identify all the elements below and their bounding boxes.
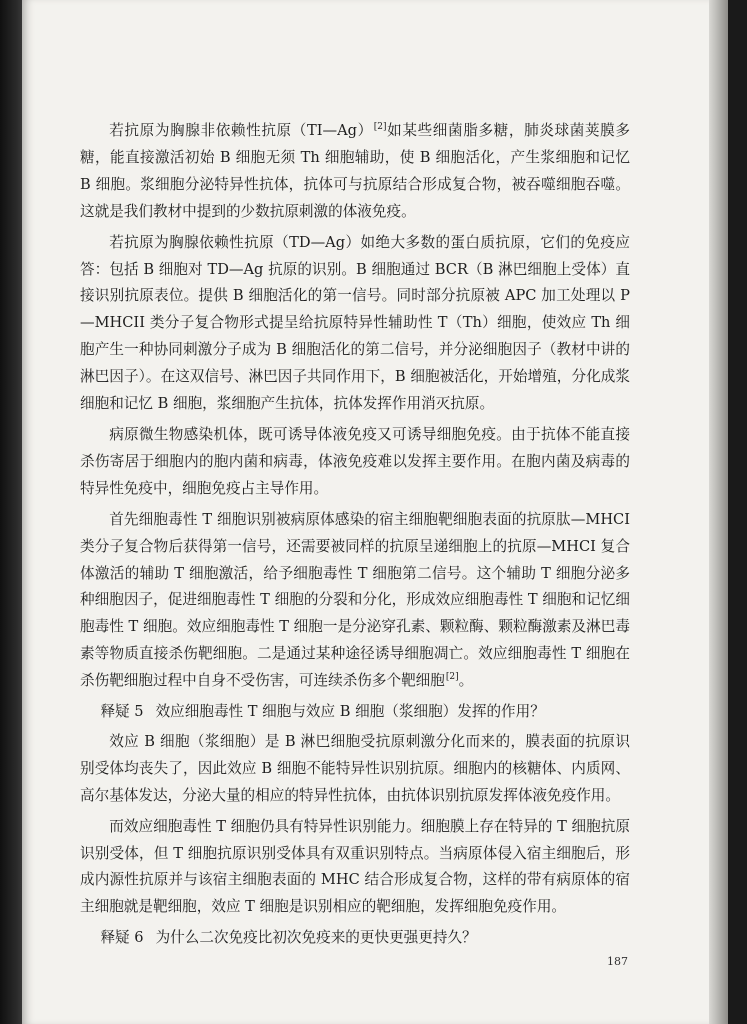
paragraph-5: 效应 B 细胞（浆细胞）是 B 淋巴细胞受抗原刺激分化而来的，膜表面的抗原识别受体均丧失了，因此效应 B 细胞不能特异性识别抗原。细胞内的核糖体、内质网、高尔基体发达，分泌大量的相应的特异性抗体，由抗体识别抗原发挥体液免疫作用。: [80, 732, 630, 804]
paragraph-4: 首先细胞毒性 T 细胞识别被病原体感染的宿主细胞靶细胞表面的抗原肽—MHCI 类分子复合物后获得第一信号，还需要被同样的抗原呈递细胞上的抗原—MHCI 复合体激活的辅助 T 细胞激活，给予细胞毒性 T 细胞第二信号。这个辅助 T 细胞分泌多种细胞因子，促进细胞毒性 T 细胞的分裂和分化，形成效应细胞毒性 T 细胞和记忆细胞毒性 T 细胞。效应细胞毒性 T 细胞一是分泌穿孔素、颗粒酶、颗粒酶激素及淋巴毒素等物质直接杀伤靶细胞。二是通过某种途径诱导细胞凋亡。效应细胞毒性 T 细胞在杀伤靶细胞过程中自身不受伤害，可连续杀伤多个靶细胞[2]。: [80, 510, 630, 690]
paragraph-6: 而效应细胞毒性 T 细胞仍具有特异性识别能力。细胞膜上存在特异的 T 细胞抗原识别受体，但 T 细胞抗原识别受体具有双重识别特点。当病原体侵入宿主细胞后，形成内源性抗原并与该宿主细胞表面的 MHC 结合形成复合物，这样的带有病原体的宿主细胞就是靶细胞，效应 T 细胞是识别相应的靶细胞，发挥细胞免疫作用。: [80, 817, 630, 916]
question-label: 释疑 5: [100, 703, 144, 721]
page-edge-right: [709, 0, 728, 1024]
question-label: 释疑 6: [100, 929, 144, 947]
question-5: [80, 699, 630, 726]
page-number: 187: [607, 955, 628, 968]
paragraph-3: 病原微生物感染机体，既可诱导体液免疫又可诱导细胞免疫。由于抗体不能直接杀伤寄居于细胞内的胞内菌和病毒，体液免疫难以发挥主要作用。在胞内菌及病毒的特异性免疫中，细胞免疫占主导作用。: [80, 425, 630, 497]
paragraph-2: 若抗原为胸腺依赖性抗原（TD—Ag）如绝大多数的蛋白质抗原，它们的免疫应答：包括 B 细胞对 TD—Ag 抗原的识别。B 细胞通过 BCR（B 淋巴细胞上受体）直接识别抗原表位。提供 B 细胞活化的第一信号。同时部分抗原被 APC 加工处理以 P—MHCII 类分子复合物形式提呈给抗原特异性辅助性 T（Th）细胞，使效应 Th 细胞产生一种协同刺激分子成为 B 细胞活化的第二信号，并分泌细胞因子（教材中讲的淋巴因子）。在这双信号、淋巴因子共同作用下，B 细胞被活化，开始增殖，分化成浆细胞和记忆 B 细胞，浆细胞产生抗体，抗体发挥作用消灭抗原。: [80, 233, 630, 413]
question-6: [80, 925, 630, 952]
paragraph-1: 若抗原为胸腺非依赖性抗原（TI—Ag）[2]如某些细菌脂多糖，肺炎球菌荚膜多糖，能直接激活初始 B 细胞无须 Th 细胞辅助，使 B 细胞活化，产生浆细胞和记忆 B 细胞。浆细胞分泌特异性抗体，抗体可与抗原结合形成复合物，被吞噬细胞吞噬。这就是我们教材中提到的少数抗原刺激的体液免疫。: [80, 122, 630, 220]
citation-ref: [2]: [373, 122, 387, 132]
question-text: 为什么二次免疫比初次免疫来的更快更强更持久？: [155, 929, 477, 947]
citation-ref: [2]: [445, 672, 459, 683]
page-text: [80, 118, 630, 955]
question-text: 效应细胞毒性 T 细胞与效应 B 细胞（浆细胞）发挥的作用？: [155, 703, 545, 721]
